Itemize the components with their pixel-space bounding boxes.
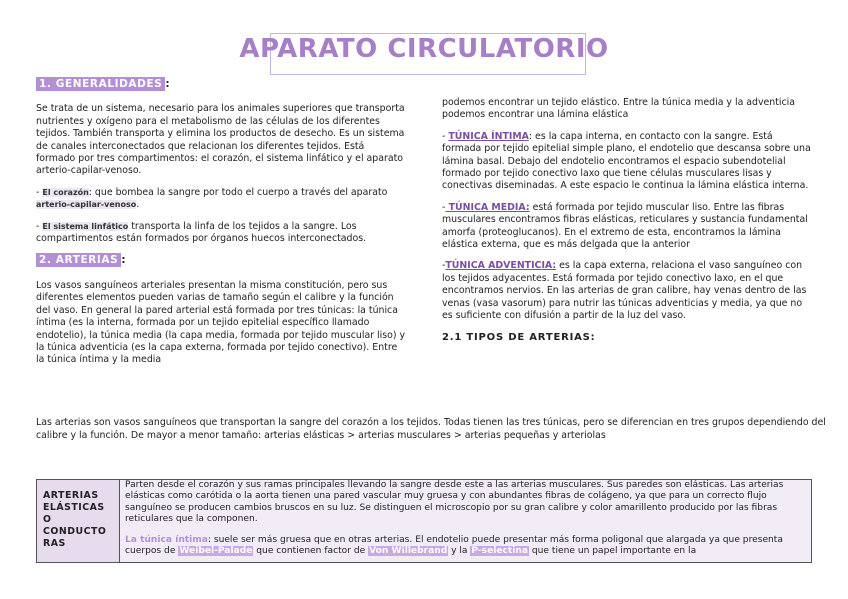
tunica-adventicia-paragraph: -TÚNICA ADVENTICIA: es la capa externa, relaciona el vaso sanguíneo con los tejidos adyacentes. Está formada por tejido conectivo laxo, en el que encontramos nervios. En las arterias de gran calibre, hay venas dentro de las venas (vasa vasorum) para nutrir las túnicas adventicias y media, ya que no es suficiente con difusión a partir de la luz del vaso. — [442, 260, 807, 322]
bullet-corazon: - El corazón: que bombea la sangre por todo el cuerpo a través del aparato arterio-capilar-venoso. — [36, 186, 388, 211]
tunica-adventicia-term: TÚNICA ADVENTICIA: — [445, 260, 557, 272]
term-arterio-capilar-venoso: arterio-capilar-venoso — [36, 200, 137, 210]
term-von-willebrand: Von Willebrand — [369, 546, 448, 557]
table-paragraph-2: La túnica íntima: suele ser más gruesa que en otras arterias. El endotelio puede presentar más forma poligonal que alargada ya que presenta cuerpos de Weibel-Palade que contienen factor de Von Willebrand y la P-selectina que tiene un papel importante en la — [125, 534, 783, 557]
arterias-elasticas-table — [36, 479, 812, 563]
section-1-heading: 1. GENERALIDADES : — [36, 78, 406, 90]
section-2-heading-label: 2. ARTERIAS — [36, 253, 121, 267]
tunica-intima-term: TÚNICA ÍNTIMA — [448, 130, 529, 142]
section-2-heading: 2. ARTERIAS : — [36, 254, 406, 266]
table-row-label: ARTERIAS ELÁSTICAS O CONDUCTO RAS — [37, 480, 120, 562]
tunica-intima-paragraph: - TÚNICA ÍNTIMA: es la capa interna, en contacto con la sangre. Está formada por tejido epitelial simple plano, el endotelio que descansa sobre una lámina basal. Debajo del endotelio encontramos el espacio subendotelial formado por tejido conectivo laxo que tiene células musculares lisas y conectivas diseminadas. A este espacio le continua la lámina elástica interna. — [442, 130, 811, 192]
tipos-arterias-heading: 2.1 TIPOS DE ARTERIAS: — [442, 331, 596, 343]
term-weibel-palade: Weibel-Palade — [179, 546, 253, 557]
table-row-content — [120, 480, 811, 562]
page-title: APARATO CIRCULATORIO — [239, 34, 609, 64]
arterias-types-paragraph: Las arterias son vasos sanguíneos que transportan la sangre del corazón a los tejidos. Todas tienen las tres túnicas, pero se diferencian en tres grupos dependiendo del calibre y la función. De mayor a menor tamaño: arterias elásticas > arterias musculares > arterias pequeñas y arteriolas — [36, 417, 826, 441]
arterias-continuation: podemos encontrar un tejido elástico. Entre la túnica media y la adventicia podemos encontrar una lámina elástica — [442, 97, 796, 121]
tunica-intima-table-term: La túnica íntima — [125, 534, 208, 545]
table-paragraph-1: Parten desde el corazón y sus ramas principales llevando la sangre desde este a las arterias musculares. Sus paredes son elásticas. Las arterias elásticas como carótida o la aorta tienen una pared vascular muy gruesa y con abundantes fibras de colágeno, ya que para un correcto flujo sanguíneo se producen cambios bruscos en su luz. Se distinguen el microscopio por su gran calibre y color amarillento producido por las fibras reticulares que la componen. — [125, 480, 784, 525]
bullet-linfatico: - El sistema linfático transporta la linfa de los tejidos a la sangre. Los compartimentos están formados por órganos huecos interconectados. — [36, 220, 367, 245]
term-p-selectina: P-selectina — [471, 546, 528, 557]
tunica-media-paragraph: - TÚNICA MEDIA: está formada por tejido muscular liso. Entre las fibras musculares encontramos fibras elásticas, reticulares y sustancia fundamental amorfa (proteoglucanos). En el extremo de esta, encontramos la lámina elástica externa, que es más delgada que la anterior — [442, 201, 808, 251]
right-column — [442, 97, 814, 344]
term-sistema-linfatico: El sistema linfático — [42, 221, 129, 231]
term-corazon: El corazón — [42, 187, 89, 197]
left-column — [36, 74, 406, 376]
section-1-intro: Se trata de un sistema, necesario para los animales superiores que transporta nutrientes y oxígeno para el metabolismo de las células de los diferentes tejidos. También transporta y elimina los productos de desecho. Es un sistema de canales interconectados que relacionan los diferentes tejidos. Está formado por tres compartimentos: el corazón, el sistema linfático y el aparato arterio-capilar-venoso. — [36, 103, 405, 177]
section-1-heading-label: 1. GENERALIDADES — [36, 77, 165, 91]
tunica-media-term: TÚNICA MEDIA: — [445, 201, 530, 213]
section-2-paragraph: Los vasos sanguíneos arteriales presentan la misma constitución, pero sus diferentes elementos pueden varias de tamaño según el calibre y la función del vaso. En general la pared arterial está formada por tres túnicas: la túnica íntima (es la interna, formada por un tejido epitelial específico llamado endotelio), la túnica media (la capa media, formada por tejido muscular liso) y la túnica adventicia (es la capa externa, formada por tejido conectivo). Entre la túnica íntima y la media — [36, 279, 406, 366]
